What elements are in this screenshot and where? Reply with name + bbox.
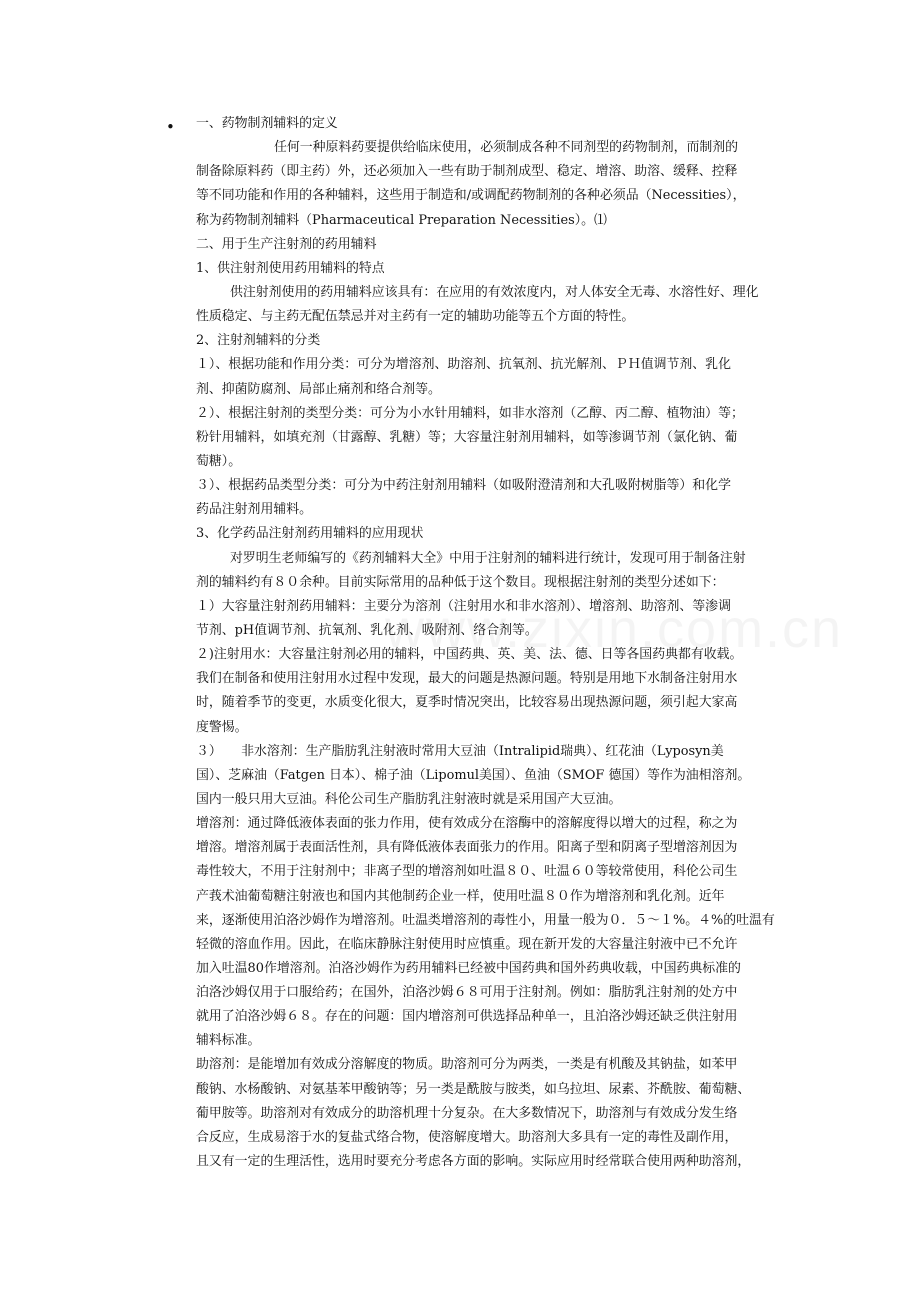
text-line: ２）、根据注射剂的类型分类：可分为小水针用辅料，如非水溶剂（乙醇、丙二醇、植物油）等； — [196, 405, 744, 421]
text-line: 酸钠、水杨酸钠、对氨基苯甲酸钠等；另一类是酰胺与胺类，如乌拉坦、尿素、芥酰胺、葡萄糖、 — [196, 1081, 751, 1097]
text-line: 助溶剂：是能增加有效成分溶解度的物质。助溶剂可分为两类，一类是有机酸及其钠盐，如苯甲 — [196, 1057, 738, 1073]
text-line: 增溶。增溶剂属于表面活性剂，具有降低液体表面张力的作用。阳离子型和阴离子型增溶剂因为 — [196, 840, 738, 856]
text-line: ３） 非水溶剂：生产脂肪乳注射液时常用大豆油（Intralipid瑞典）、红花油（Lyposyn美 — [196, 743, 724, 759]
text-line: 任何一种原料药要提供给临床使用，必须制成各种不同剂型的药物制剂，而制剂的 — [274, 140, 739, 156]
text-line: 就用了泊洛沙姆６８。存在的问题：国内增溶剂可供选择品种单一，且泊洛沙姆还缺乏供注射用 — [196, 1009, 738, 1025]
text-line: 萄糖）。 — [196, 453, 242, 469]
text-line: 称为药物制剂辅料（Pharmaceutical Preparation Necessities）。⑴ — [196, 212, 607, 228]
text-line: 性质稳定、与主药无配伍禁忌并对主药有一定的辅助功能等五个方面的特性。 — [196, 309, 635, 325]
text-line: 粉针用辅料，如填充剂（甘露醇、乳糖）等；大容量注射剂用辅料，如等渗调节剂（氯化钠、葡 — [196, 429, 738, 445]
text-line: 轻微的溶血作用。因此，在临床静脉注射使用时应慎重。现在新开发的大容量注射液中已不允许 — [196, 936, 738, 952]
text-line: 我们在制备和使用注射用水过程中发现，最大的问题是热源问题。特别是用地下水制备注射用水 — [196, 671, 738, 687]
text-line: 二、用于生产注射剂的药用辅料 — [196, 236, 377, 252]
text-line: 药品注射剂用辅料。 — [196, 502, 313, 518]
text-line: 3、化学药品注射剂药用辅料的应用现状 — [196, 526, 424, 542]
text-line: 剂、抑菌防腐剂、局部止痛剂和络合剂等。 — [196, 381, 441, 397]
text-line: 制备除原料药（即主药）外，还必须加入一些有助于制剂成型、稳定、增溶、助溶、缓释、控释 — [196, 164, 738, 180]
text-line: 国）、芝麻油（Fatgen 日本）、棉子油（Lipomul美国）、鱼油（SMOF 德国）等作为油相溶剂。 — [196, 767, 751, 783]
text-line: ３）、根据药品类型分类：可分为中药注射剂用辅料（如吸附澄清剂和大孔吸附树脂等）和化学 — [196, 478, 731, 494]
text-line: 来，逐渐使用泊洛沙姆作为增溶剂。吐温类增溶剂的毒性小，用量一般为０．５～１%。４%的吐温有 — [196, 912, 775, 928]
text-line: 且又有一定的生理活性，选用时要充分考虑各方面的影响。实际应用时经常联合使用两种助溶剂， — [196, 1154, 751, 1170]
text-line: ２)注射用水：大容量注射剂必用的辅料，中国药典、英、美、法、德、日等各国药典都有收载。 — [196, 647, 743, 663]
text-line: 一、药物制剂辅料的定义 — [196, 116, 338, 131]
text-line: 增溶剂：通过降低液体表面的张力作用，使有效成分在溶酶中的溶解度得以增大的过程，称之为 — [196, 816, 738, 832]
text-line: 对罗明生老师编写的《药剂辅料大全》中用于注射剂的辅料进行统计，发现可用于制备注射 — [230, 550, 746, 566]
text-line: 剂的辅料约有８０余种。目前实际常用的品种低于这个数目。现根据注射剂的类型分述如下： — [196, 574, 725, 590]
text-line: 辅料标准。 — [196, 1033, 261, 1049]
text-line: １）、根据功能和作用分类：可分为增溶剂、助溶剂、抗氧剂、抗光解剂、ＰＨ值调节剂、乳化 — [196, 357, 731, 373]
text-line: 葡甲胺等。助溶剂对有效成分的助溶机理十分复杂。在大多数情况下，助溶剂与有效成分发生络 — [196, 1105, 738, 1121]
text-line: 产莪术油葡萄糖注射液也和国内其他制药企业一样，使用吐温８０作为增溶剂和乳化剂。近年 — [196, 888, 725, 904]
text-line: 国内一般只用大豆油。科伦公司生产脂肪乳注射液时就是采用国产大豆油。 — [196, 791, 622, 807]
bullet-marker: • — [166, 118, 175, 136]
text-line: 泊洛沙姆仅用于口服给药；在国外，泊洛沙姆６８可用于注射剂。例如：脂肪乳注射剂的处方中 — [196, 985, 738, 1001]
text-line: 供注射剂使用的药用辅料应该具有：在应用的有效浓度内，对人体安全无毒、水溶性好、理化 — [230, 284, 759, 300]
text-line: 时，随着季节的变更，水质变化很大，夏季时情况突出，比较容易出现热源问题，须引起大家高 — [196, 695, 738, 711]
text-line: 合反应，生成易溶于水的复盐式络合物，使溶解度增大。助溶剂大多具有一定的毒性及副作用， — [196, 1129, 738, 1145]
text-line: 1、供注射剂使用药用辅料的特点 — [196, 260, 385, 276]
document-body — [196, 112, 786, 1174]
text-line: 节剂、pH值调节剂、抗氧剂、乳化剂、吸附剂、络合剂等。 — [196, 622, 538, 638]
text-line: 2、注射剂辅料的分类 — [196, 333, 321, 349]
text-line: １）大容量注射剂药用辅料：主要分为溶剂（注射用水和非水溶剂）、增溶剂、助溶剂、等渗调 — [196, 598, 731, 614]
text-line: 等不同功能和作用的各种辅料，这些用于制造和/或调配药物制剂的各种必须品（Necessities）， — [196, 188, 746, 204]
text-line: 度警惕。 — [196, 719, 248, 735]
text-line: 加入吐温80作增溶剂。泊洛沙姆作为药用辅料已经被中国药典和国外药典收载，中国药典标准的 — [196, 960, 741, 976]
text-line: 毒性较大，不用于注射剂中；非离子型的增溶剂如吐温８０、吐温６０等较常使用，科伦公司生 — [196, 864, 738, 880]
